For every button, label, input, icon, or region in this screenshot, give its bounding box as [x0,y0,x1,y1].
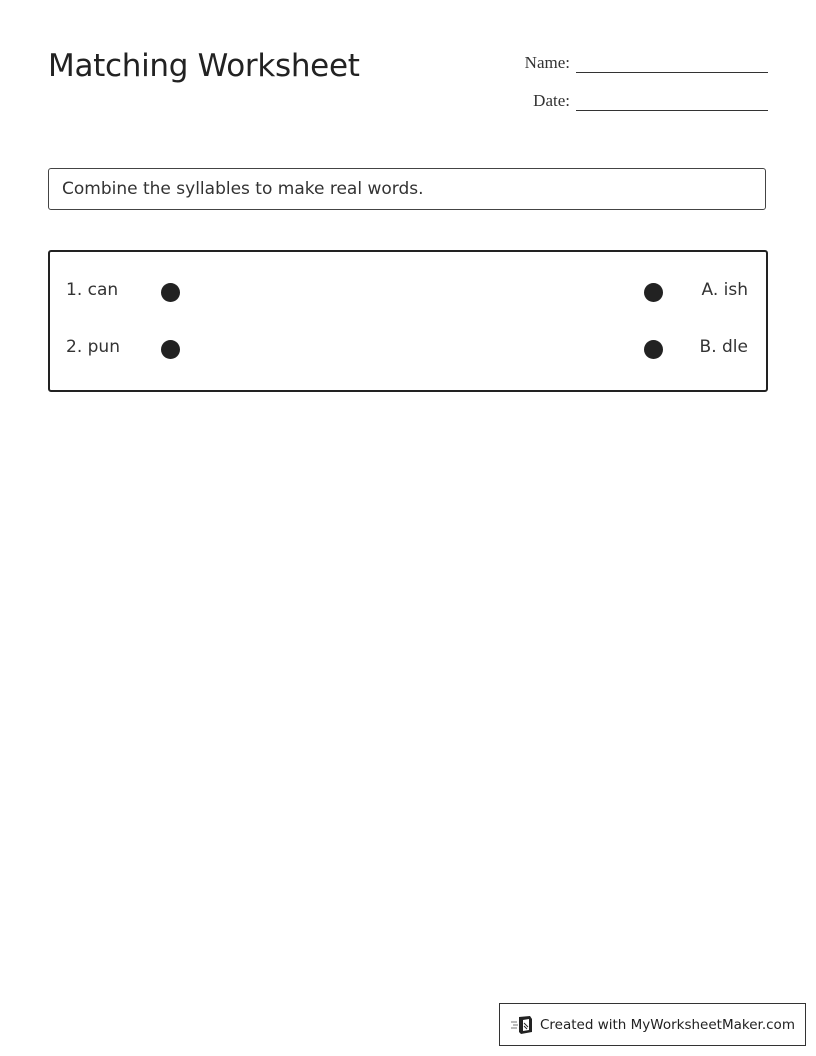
date-label: Date: [533,91,570,110]
instructions-box [48,168,766,210]
right-item: A. ish [701,280,748,300]
match-row [50,276,766,306]
right-dot-icon [644,340,663,359]
footer-text: Created with MyWorksheetMaker.com [540,1016,795,1033]
instructions-text: Combine the syllables to make real words. [62,179,424,199]
left-item: 1. can [66,280,119,300]
footer-badge[interactable] [499,1003,806,1046]
right-dot-icon [644,283,663,302]
name-line [576,54,768,73]
page-title: Matching Worksheet [48,48,360,84]
matching-box [48,250,768,392]
right-item: B. dle [699,337,748,357]
name-field [525,53,768,73]
date-line [576,92,768,111]
worksheet-maker-logo-icon [510,1014,534,1036]
left-dot-icon [161,283,180,302]
match-row [50,333,766,363]
name-label: Name: [524,53,570,72]
date-field [533,91,768,111]
left-dot-icon [161,340,180,359]
left-item: 2. pun [66,337,120,357]
